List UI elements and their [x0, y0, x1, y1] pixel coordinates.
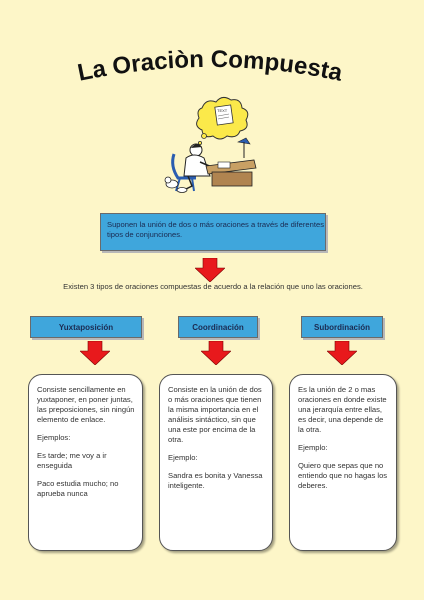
definition-subordinacion: Es la unión de 2 o mas oraciones en donde existe una jerarquía entre ellas, es decir, una depende de la otra.: [298, 385, 387, 434]
page-title-text: La Oraciòn Compuesta: [75, 45, 345, 87]
examples-label-coordinacion: Ejemplo:: [168, 453, 198, 462]
types-explanation-text: Existen 3 tipos de oraciones compuestas de acuerdo a la relación que uno las oraciones.: [63, 282, 363, 291]
examples-label-yuxtaposicion: Ejemplos:: [37, 433, 71, 442]
page-title: [60, 42, 360, 90]
example-2-yuxtaposicion: Paco estudia mucho; no aprueba nunca: [37, 479, 119, 498]
down-arrow-icon-subordinacion: [327, 341, 357, 365]
intro-definition-text: Suponen la unión de dos o más oraciones a través de diferentes tipos de conjunciones.: [107, 220, 324, 239]
example-1-yuxtaposicion: Es tarde; me voy a ir enseguida: [37, 451, 107, 470]
definition-coordinacion: Consiste en la unión de dos o más oraciones que tienen la misma importancia en el análisis sintáctico, sin que una este por encima de la otra.: [168, 385, 262, 444]
example-1-subordinacion: Quiero que sepas que no entiendo que no hagas los deberes.: [298, 461, 388, 490]
card-subordinacion: [289, 374, 397, 551]
type-label-coordinacion: Coordinación: [192, 322, 244, 332]
examples-label-subordinacion: Ejemplo:: [298, 443, 328, 452]
definition-yuxtaposicion: Consiste sencillamente en yuxtaponer, en poner juntas, las preposiciones, sin ningún elemento de enlace.: [37, 385, 135, 424]
intro-definition-box: [100, 213, 326, 251]
down-arrow-icon-yuxtaposicion: [80, 341, 110, 365]
svg-text:La Oraciòn Compuesta: [75, 46, 345, 87]
example-1-coordinacion: Sandra es bonita y Vanessa inteligente.: [168, 471, 263, 490]
type-box-coordinacion: [178, 316, 258, 338]
main-down-arrow-icon: [195, 258, 225, 282]
card-yuxtaposicion: [28, 374, 143, 551]
clipart-sign-text: TEXT: [217, 108, 228, 113]
student-writing-clipart: [160, 96, 260, 196]
type-label-subordinacion: Subordinación: [314, 322, 370, 332]
type-label-yuxtaposicion: Yuxtaposición: [58, 322, 114, 332]
card-coordinacion: [159, 374, 273, 551]
type-box-yuxtaposicion: [30, 316, 142, 338]
down-arrow-icon-coordinacion: [201, 341, 231, 365]
type-box-subordinacion: [301, 316, 383, 338]
